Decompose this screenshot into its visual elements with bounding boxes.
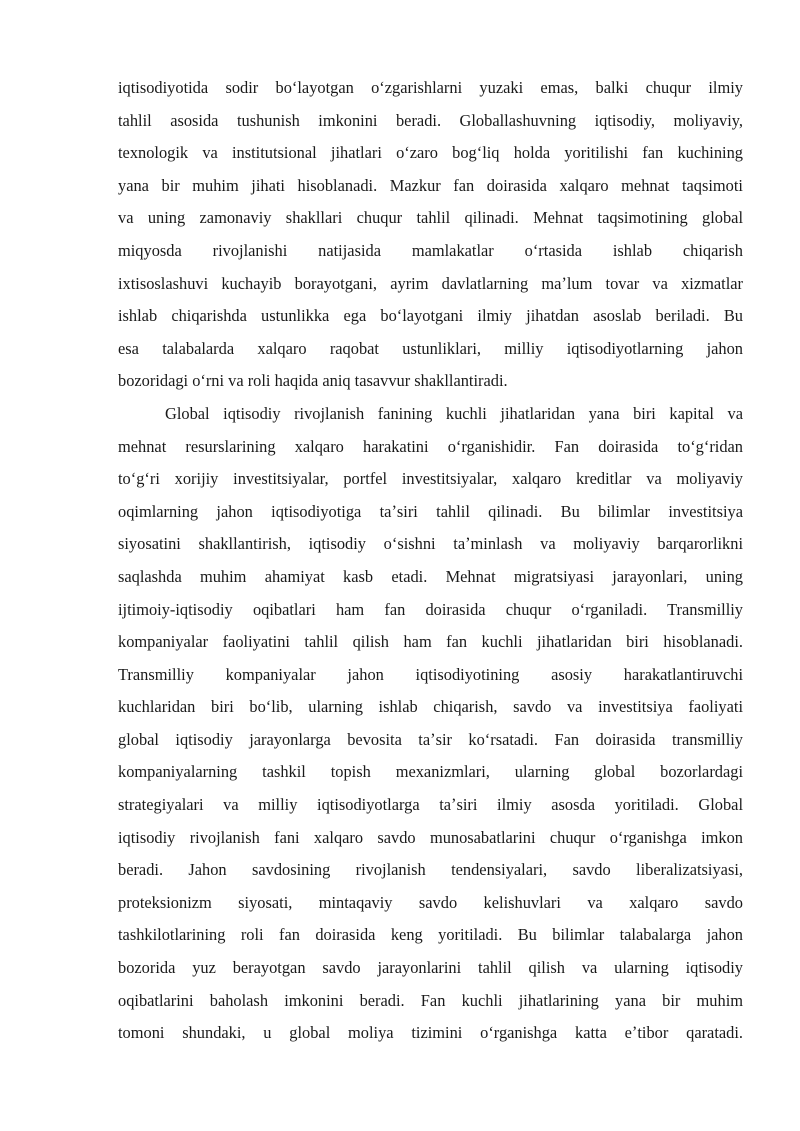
- text-line: texnologik va institutsional jihatlari oʻzaro bogʻliq holda yoritilishi fan kuchining: [118, 143, 743, 163]
- text-line: ixtisoslashuvi kuchayib borayotgani, ayrim davlatlarning maʼlum tovar va xizmatlar: [118, 273, 743, 293]
- text-line: tomoni shundaki, u global moliya tizimini oʻrganishga katta eʼtibor qaratadi.: [118, 1023, 743, 1043]
- text-line: global iqtisodiy jarayonlarga bevosita taʼsir koʻrsatadi. Fan doirasida transmilliy: [118, 729, 743, 749]
- text-line: saqlashda muhim ahamiyat kasb etadi. Mehnat migratsiyasi jarayonlari, uning: [118, 566, 743, 586]
- text-line: Global iqtisodiy rivojlanish fanining kuchli jihatlaridan yana biri kapital va: [165, 403, 743, 423]
- text-line: beradi. Jahon savdosining rivojlanish tendensiyalari, savdo liberalizatsiyasi,: [118, 860, 743, 880]
- text-line: oqibatlarini baholash imkonini beradi. Fan kuchli jihatlarining yana bir muhim: [118, 990, 743, 1010]
- text-line: toʻgʻri xorijiy investitsiyalar, portfel investitsiyalar, xalqaro kreditlar va moliyaviy: [118, 469, 743, 489]
- text-line: oqimlarning jahon iqtisodiyotiga taʼsiri tahlil qilinadi. Bu bilimlar investitsiya: [118, 501, 743, 521]
- text-line: Transmilliy kompaniyalar jahon iqtisodiyotining asosiy harakatlantiruvchi: [118, 664, 743, 684]
- text-line: bozorida yuz berayotgan savdo jarayonlarini tahlil qilish va ularning iqtisodiy: [118, 958, 743, 978]
- text-line: esa talabalarda xalqaro raqobat ustunliklari, milliy iqtisodiyotlarning jahon: [118, 338, 743, 358]
- text-line: strategiyalari va milliy iqtisodiyotlarga taʼsiri ilmiy asosda yoritiladi. Global: [118, 795, 743, 815]
- text-line: kuchlaridan biri boʻlib, ularning ishlab chiqarish, savdo va investitsiya faoliyati: [118, 697, 743, 717]
- text-line: kompaniyalarning tashkil topish mexanizmlari, ularning global bozorlardagi: [118, 762, 743, 782]
- paragraph-1: [118, 72, 743, 398]
- text-line: ishlab chiqarishda ustunlikka ega boʻlayotgani ilmiy jihatdan asoslab beriladi. Bu: [118, 306, 743, 326]
- text-line: tahlil asosida tushunish imkonini beradi. Globallashuvning iqtisodiy, moliyaviy,: [118, 110, 743, 130]
- text-line: bozoridagi oʻrni va roli haqida aniq tasavvur shakllantiradi.: [118, 371, 508, 391]
- text-line: siyosatini shakllantirish, iqtisodiy oʻsishni taʼminlash va moliyaviy barqarorlikni: [118, 534, 743, 554]
- text-line: mehnat resurslarining xalqaro harakatini oʻrganishidir. Fan doirasida toʻgʻridan: [118, 436, 743, 456]
- text-line: proteksionizm siyosati, mintaqaviy savdo kelishuvlari va xalqaro savdo: [118, 892, 743, 912]
- document-page: [118, 72, 743, 1050]
- text-line: iqtisodiyotida sodir boʻlayotgan oʻzgarishlarni yuzaki emas, balki chuqur ilmiy: [118, 78, 743, 97]
- text-line: iqtisodiy rivojlanish fani xalqaro savdo munosabatlarini chuqur oʻrganishga imkon: [118, 827, 743, 847]
- text-line: va uning zamonaviy shakllari chuqur tahlil qilinadi. Mehnat taqsimotining global: [118, 208, 743, 228]
- text-line: yana bir muhim jihati hisoblanadi. Mazkur fan doirasida xalqaro mehnat taqsimoti: [118, 175, 743, 195]
- text-line: tashkilotlarining roli fan doirasida keng yoritiladi. Bu bilimlar talabalarga jahon: [118, 925, 743, 945]
- text-line: kompaniyalar faoliyatini tahlil qilish ham fan kuchli jihatlaridan biri hisoblanadi.: [118, 632, 743, 652]
- text-line: ijtimoiy-iqtisodiy oqibatlari ham fan doirasida chuqur oʻrganiladi. Transmilliy: [118, 599, 743, 619]
- paragraph-2: [118, 398, 743, 1050]
- text-line: miqyosda rivojlanishi natijasida mamlakatlar oʻrtasida ishlab chiqarish: [118, 240, 743, 260]
